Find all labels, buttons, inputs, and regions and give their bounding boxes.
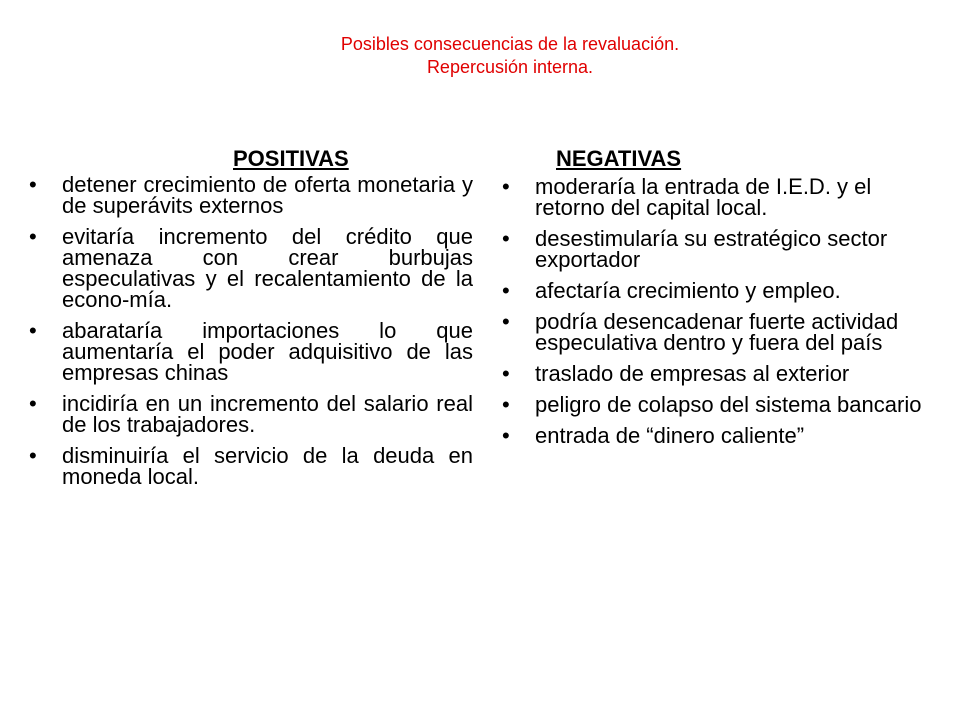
list-item	[25, 226, 473, 310]
bullet-icon: •	[502, 309, 510, 334]
list-item-text: peligro de colapso del sistema bancario	[535, 392, 922, 417]
list-item-text: afectaría crecimiento y empleo.	[535, 278, 841, 303]
list-item	[25, 320, 473, 383]
bullet-icon: •	[502, 392, 510, 417]
list-item-text: abarataría importaciones lo que aumentaría el poder adquisitivo de las empresas chinas	[62, 318, 473, 385]
list-item-text: incidiría en un incremento del salario real de los trabajadores.	[62, 391, 473, 437]
list-item	[498, 363, 923, 384]
list-item	[25, 393, 473, 435]
bullet-icon: •	[502, 361, 510, 386]
bullet-icon: •	[29, 391, 37, 416]
list-item-text: moderaría la entrada de I.E.D. y el retorno del capital local.	[535, 174, 872, 220]
slide-title-line-2: Repercusión interna.	[426, 57, 594, 77]
bullet-icon: •	[502, 278, 510, 303]
list-item-text: desestimularía su estratégico sector exportador	[535, 226, 888, 272]
bullet-icon: •	[29, 224, 37, 249]
negativas-heading: NEGATIVAS	[556, 146, 682, 171]
list-item-text: podría desencadenar fuerte actividad especulativa dentro y fuera del país	[535, 309, 899, 355]
bullet-icon: •	[29, 172, 37, 197]
list-item	[498, 425, 923, 446]
negativas-list	[498, 176, 923, 456]
bullet-icon: •	[29, 443, 37, 468]
list-item	[498, 311, 923, 353]
list-item	[498, 176, 923, 218]
list-item	[498, 394, 923, 415]
list-item	[498, 228, 923, 270]
list-item	[498, 280, 923, 301]
list-item-text: detener crecimiento de oferta monetaria y de superávits externos	[62, 172, 473, 218]
positivas-heading: POSITIVAS	[233, 146, 349, 171]
list-item-text: entrada de “dinero caliente”	[535, 423, 805, 448]
bullet-icon: •	[502, 423, 510, 448]
list-item-text: traslado de empresas al exterior	[535, 361, 850, 386]
list-item-text: disminuiría el servicio de la deuda en moneda local.	[62, 443, 473, 489]
positivas-list	[25, 174, 473, 497]
bullet-icon: •	[502, 174, 510, 199]
bullet-icon: •	[502, 226, 510, 251]
list-item	[25, 445, 473, 487]
list-item-text: evitaría incremento del crédito que amenaza con crear burbujas especulativas y el recalentamiento de la econo-mía.	[62, 224, 473, 312]
slide-title	[190, 33, 830, 79]
bullet-icon: •	[29, 318, 37, 343]
slide-title-line-1: Posibles consecuencias de la revaluación.	[340, 34, 680, 54]
list-item	[25, 174, 473, 216]
